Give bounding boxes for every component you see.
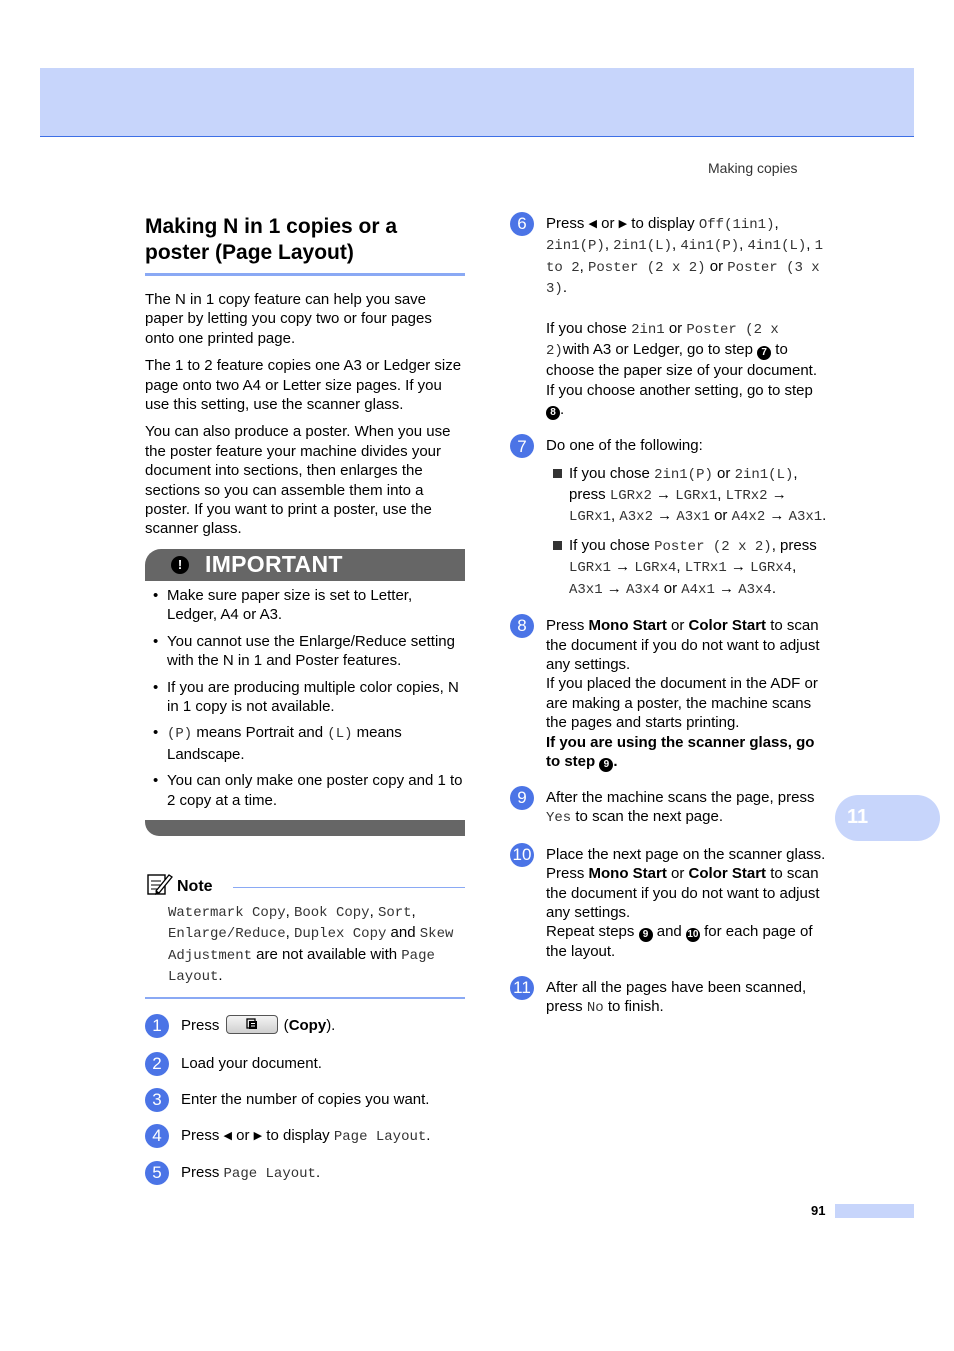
step-ref-9: 9	[639, 928, 653, 942]
intro-paragraph-1: The N in 1 copy feature can help you save paper by letting you copy two or four pages onto one printed page.	[145, 291, 432, 347]
important-item	[145, 632, 465, 671]
section-title: Making N in 1 copies or a poster (Page Layout)	[145, 214, 465, 276]
code: LGRx4	[634, 560, 677, 577]
important-item-text: You cannot use the Enlarge/Reduce setting with the N in 1 and Poster features.	[167, 632, 455, 670]
important-item-text: If you are producing multiple color copies, N in 1 copy is not available.	[167, 678, 459, 715]
important-title: IMPORTANT	[205, 551, 343, 578]
code: A3x1	[569, 581, 603, 598]
code: Poster (3 x 3)	[546, 259, 820, 298]
step-number: 3	[145, 1088, 169, 1112]
text: After the machine scans the page, press	[546, 788, 815, 806]
left-arrow-icon: ◀	[588, 218, 597, 230]
code: A3x1	[788, 509, 823, 526]
code: A3x4	[738, 581, 772, 598]
note-label: Note	[177, 877, 213, 895]
code: LTRx2	[725, 488, 768, 505]
text: or	[659, 579, 682, 597]
step-8-p1	[546, 616, 830, 674]
text: , press	[569, 464, 798, 504]
step-2	[145, 1054, 465, 1074]
step-6-branch-a	[546, 319, 830, 381]
code: Enlarge/Reduce	[168, 926, 286, 943]
text: are not available with	[252, 945, 402, 963]
text: to finish.	[603, 998, 664, 1016]
important-item-text: means Landscape.	[167, 724, 402, 763]
text: Press	[546, 215, 589, 232]
text: .	[822, 507, 827, 525]
code-portrait: (P)	[167, 726, 193, 743]
copy-icon	[246, 1018, 258, 1030]
code: Poster (2 x 2)	[546, 321, 779, 360]
code: Skew Adjustment	[168, 926, 454, 964]
text: for each page of the layout.	[546, 923, 813, 961]
text: If you chose	[569, 536, 655, 554]
step-number: 10	[510, 843, 534, 867]
text: ,	[774, 215, 779, 232]
step-text: Load your document.	[181, 1054, 322, 1072]
step-7	[510, 436, 830, 600]
step-number: 4	[145, 1124, 169, 1148]
step-text: Enter the number of copies you want.	[181, 1090, 430, 1108]
important-header	[145, 549, 465, 581]
code: Sort	[377, 904, 412, 921]
step-9	[510, 788, 830, 829]
step-5	[145, 1163, 465, 1184]
step-number: 8	[510, 614, 534, 638]
text: .	[218, 967, 223, 985]
code: Poster (2 x 2)	[587, 259, 706, 276]
text: ,	[806, 236, 815, 254]
text: or	[712, 464, 735, 482]
important-item-text: Make sure paper size is set to Letter, Ledger, A4 or A3.	[167, 586, 413, 624]
text: to scan the document if you do not want to adjust any settings.	[546, 617, 820, 673]
code: 1 to 2	[546, 238, 824, 276]
step-10-p2	[546, 922, 830, 961]
text: ,	[792, 558, 797, 576]
text: Press	[546, 617, 589, 635]
code: 2in1(P)	[654, 466, 713, 483]
text: ,	[717, 486, 726, 504]
code: Watermark Copy	[168, 904, 286, 921]
text: or	[231, 1126, 254, 1144]
text: ,	[579, 257, 588, 275]
text: ,	[285, 924, 294, 942]
text: (	[279, 1016, 289, 1034]
copy-label: Copy	[288, 1016, 327, 1034]
arrow-icon: →	[652, 507, 677, 525]
chapter-tab: 11	[835, 795, 940, 841]
option-poster	[546, 536, 830, 600]
text: or	[666, 617, 689, 635]
step-6-branch-b	[546, 381, 830, 420]
step-7-options	[546, 464, 830, 600]
code: 4in1(L)	[747, 238, 807, 255]
option-2in1	[546, 464, 830, 528]
copy-button	[226, 1015, 278, 1034]
step-4	[145, 1126, 465, 1147]
step-number: 5	[145, 1161, 169, 1185]
text: to choose the paper size of your document.	[546, 341, 817, 380]
code: Page Layout	[333, 1128, 427, 1145]
text: ,	[604, 236, 614, 254]
text: ,	[611, 507, 620, 525]
page-number: 91	[811, 1203, 826, 1218]
text: to display	[627, 215, 699, 232]
page-number-bar	[835, 1204, 914, 1218]
important-item-text: You can only make one poster copy and 1 to 2 copy at a time.	[167, 772, 463, 809]
exclamation-icon: !	[171, 556, 189, 574]
text: ,	[285, 902, 294, 920]
step-text: Do one of the following:	[546, 437, 703, 455]
text: to scan the next page.	[571, 808, 723, 826]
code: Book Copy	[293, 904, 370, 921]
left-column	[145, 214, 465, 1200]
arrow-icon: →	[611, 558, 635, 576]
important-list	[145, 581, 465, 810]
text: If you chose	[569, 464, 655, 482]
code: LGRx2	[609, 488, 652, 505]
right-column	[510, 214, 830, 1035]
code: Off(1in1)	[698, 217, 775, 233]
text: .	[771, 579, 776, 597]
text: and	[386, 924, 420, 942]
code-landscape: (L)	[327, 726, 353, 743]
text: Place the next page on the scanner glass. Press	[546, 845, 826, 883]
text: Repeat steps	[546, 923, 639, 941]
text: .	[613, 752, 618, 770]
text: or	[664, 319, 687, 337]
step-11	[510, 978, 830, 1019]
text: with A3 or Ledger, go to step	[562, 341, 758, 359]
step-1	[145, 1016, 465, 1036]
text: .	[315, 1163, 321, 1181]
code: 2in1(L)	[613, 238, 672, 255]
step-10-p1	[546, 845, 830, 923]
note-box	[145, 870, 465, 999]
step-10	[510, 845, 830, 962]
text: ,	[676, 558, 685, 576]
code: A4x1	[681, 581, 715, 598]
intro-paragraph-2: The 1 to 2 feature copies one A3 or Ledger size page onto two A4 or Letter size pages. If you use this setting, use the scanner glass.	[145, 357, 462, 414]
code: Page Layout	[223, 1165, 316, 1182]
text: or	[596, 215, 619, 232]
text: ,	[411, 902, 416, 920]
code: 2in1	[631, 321, 665, 338]
step-3	[145, 1090, 465, 1110]
text: Press	[181, 1126, 224, 1144]
right-arrow-icon: ▶	[618, 218, 628, 230]
text: .	[560, 401, 565, 419]
code: LGRx1	[675, 488, 718, 505]
arrow-icon: →	[714, 579, 739, 597]
left-arrow-icon: ◀	[223, 1129, 232, 1142]
step-8-p2: If you placed the document in the ADF or are making a poster, the machine scans the pages and starts printing.	[546, 675, 818, 732]
important-item-text: means Portrait and	[192, 724, 328, 742]
text: After all the pages have been scanned, press	[546, 978, 807, 1016]
code: A3x4	[625, 581, 660, 598]
step-ref-9: 9	[599, 758, 613, 772]
code: 2in1(L)	[734, 466, 794, 483]
arrow-icon: →	[726, 558, 751, 576]
code: Yes	[546, 810, 572, 827]
text: , press	[771, 536, 817, 554]
text: .	[562, 279, 567, 297]
arrow-icon: →	[602, 579, 626, 597]
code: LGRx1	[569, 509, 612, 526]
step-number: 7	[510, 434, 534, 458]
important-item	[145, 723, 465, 764]
text: ,	[739, 236, 748, 254]
text: Press	[181, 1016, 224, 1034]
text: to scan the document if you do not want to adjust any settings.	[546, 865, 820, 921]
step-ref-8: 8	[546, 406, 560, 420]
arrow-icon: →	[765, 507, 789, 525]
steps-left	[145, 1016, 465, 1185]
text: ,	[369, 902, 378, 920]
color-start-label: Color Start	[688, 865, 767, 883]
note-pencil-icon	[147, 872, 173, 896]
important-item	[145, 586, 465, 625]
important-item	[145, 771, 465, 810]
text: to display	[262, 1126, 334, 1144]
header-band	[40, 68, 914, 137]
step-number: 6	[510, 212, 534, 236]
code: A4x2	[731, 509, 766, 526]
right-arrow-icon: ▶	[253, 1129, 263, 1142]
arrow-icon: →	[767, 486, 787, 504]
code: Poster (2 x 2)	[654, 538, 772, 555]
step-ref-10: 10	[687, 929, 699, 941]
note-rule	[233, 887, 465, 888]
intro-paragraph-3: You can also produce a poster. When you use the poster feature your machine divides your document into sections, then enlarges the sections so you can assemble them into a poster. If you want to print a poster, use the scanner glass.	[145, 423, 451, 538]
important-box	[145, 549, 465, 836]
important-footer	[145, 820, 465, 836]
text: .	[426, 1126, 431, 1144]
step-6-options	[546, 214, 830, 300]
code: LGRx1	[569, 560, 612, 577]
step-ref-7: 7	[757, 346, 771, 360]
code: Page Layout	[168, 947, 435, 986]
mono-start-label: Mono Start	[588, 865, 667, 883]
note-text	[145, 902, 465, 988]
text: or	[666, 865, 689, 883]
step-8-p3	[546, 733, 830, 772]
step-number: 1	[145, 1014, 169, 1038]
text: or	[709, 507, 732, 525]
text: or	[705, 257, 728, 275]
code: A3x2	[619, 509, 653, 526]
mono-start-label: Mono Start	[588, 617, 667, 635]
step-8	[510, 616, 830, 772]
text: ).	[326, 1016, 336, 1034]
arrow-icon: →	[651, 486, 676, 504]
code: LGRx4	[750, 560, 793, 577]
code: No	[586, 1000, 604, 1017]
code: LTRx1	[684, 560, 727, 577]
text: and	[652, 923, 686, 941]
important-item	[145, 678, 465, 717]
step-number: 11	[510, 976, 534, 1000]
step-number: 9	[510, 786, 534, 810]
color-start-label: Color Start	[688, 617, 767, 635]
text: If you choose another setting, go to step	[546, 381, 813, 399]
code: A3x1	[676, 509, 710, 526]
text: Press	[181, 1163, 224, 1181]
code: 4in1(P)	[680, 238, 740, 255]
code: Duplex Copy	[293, 926, 387, 943]
text: ,	[671, 236, 681, 254]
step-6	[510, 214, 830, 420]
note-header	[145, 870, 465, 896]
code: 2in1(P)	[546, 238, 605, 255]
text: If you are using the scanner glass, go to step	[546, 733, 815, 770]
step-number: 2	[145, 1052, 169, 1076]
text: If you chose	[546, 319, 632, 337]
running-header: Making copies	[708, 160, 798, 176]
